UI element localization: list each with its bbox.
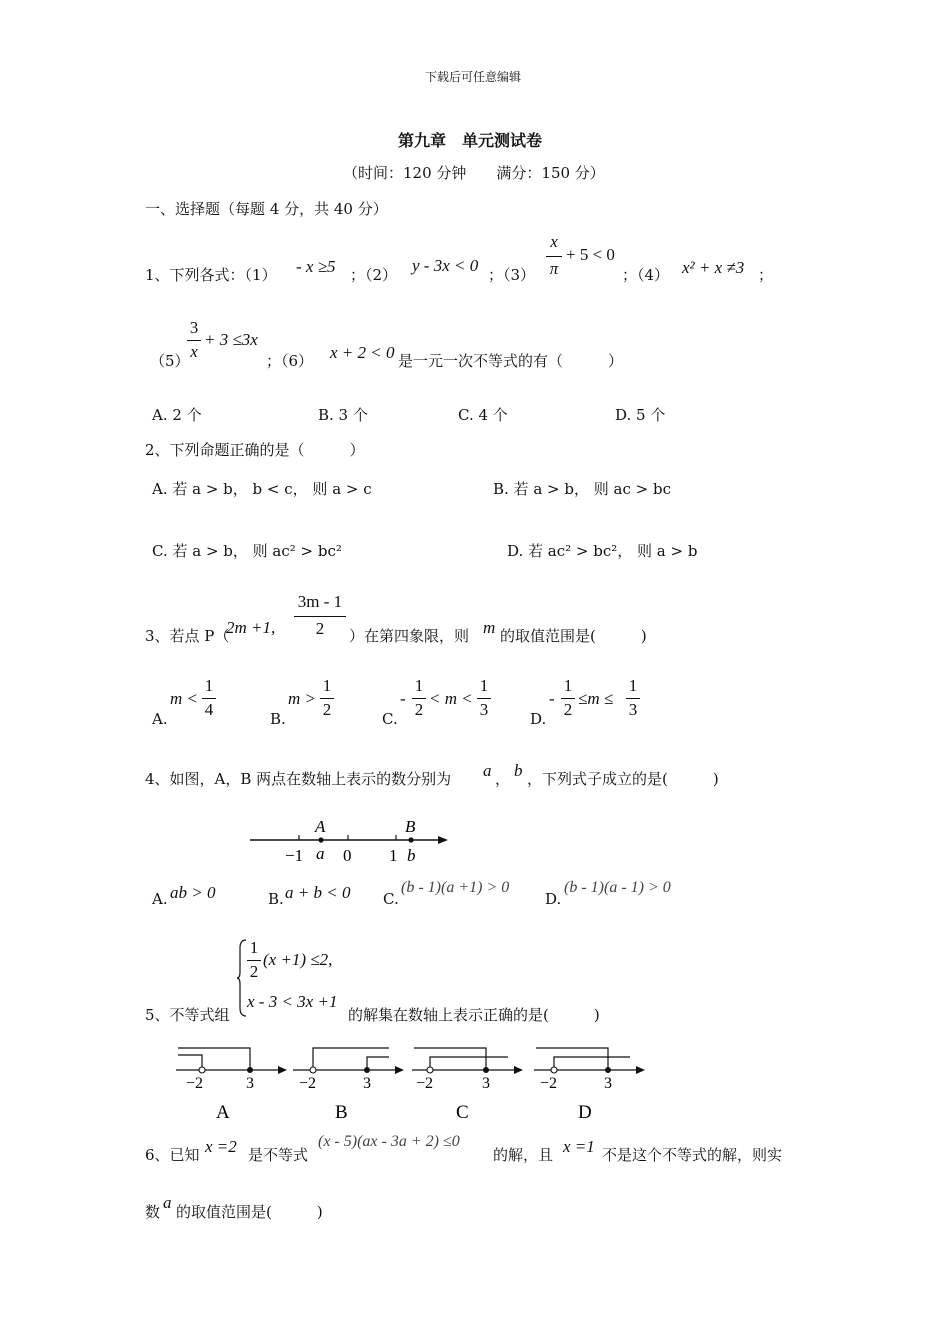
- q3-option-d-pre: -: [549, 689, 555, 708]
- q1-option-d: D. 5 个: [615, 406, 666, 424]
- q6-expr-1: x =2: [205, 1137, 237, 1156]
- q1-expr-5: + 3 ≤3x: [204, 330, 258, 349]
- q3-option-a-num: 1: [204, 676, 214, 695]
- q3-var: m: [483, 618, 496, 637]
- q6-expr-2: (x - 5)(ax - 3a + 2) ≤0: [318, 1133, 460, 1150]
- q3-option-b-expr: m >: [288, 689, 316, 708]
- q6-line2-b: 的取值范围是( ): [176, 1203, 323, 1221]
- q5-axis-a-left: −2: [186, 1075, 204, 1092]
- q6-var: a: [163, 1193, 172, 1212]
- q5-axis-a-label: A: [216, 1102, 230, 1123]
- q1-frac-3-num: x: [550, 232, 558, 251]
- q5-sys-frac-num: 1: [249, 938, 259, 957]
- q3-option-b-label: B.: [270, 710, 286, 728]
- q3-option-c-den-2: 3: [479, 700, 489, 719]
- q3-frac: [294, 592, 346, 642]
- q3-option-c-mid: < m <: [429, 689, 473, 708]
- q1-frac-5: [187, 318, 201, 366]
- q3-option-c-pre: -: [400, 689, 406, 708]
- q5-axis-b-left: −2: [299, 1075, 317, 1092]
- q4-option-c-expr: (b - 1)(a +1) > 0: [401, 879, 510, 896]
- q3-option-c-den-1: 2: [414, 700, 424, 719]
- q4-axis-tick-1: 1: [389, 846, 398, 865]
- q5-stem-a: 5、不等式组: [145, 1006, 230, 1024]
- section-heading: 一、选择题（每题 4 分，共 40 分）: [145, 200, 388, 218]
- q4-axis-tick-0: 0: [343, 846, 352, 865]
- q1-expr-6: x + 2 < 0: [330, 343, 395, 362]
- q3-option-c-num-1: 1: [414, 676, 424, 695]
- q3-option-d-label: D.: [530, 710, 547, 728]
- q4-axis-label-B: B: [405, 817, 416, 836]
- q1-label-4: ；（4）: [622, 266, 670, 284]
- q3-stem-b: ）在第四象限，则: [349, 627, 470, 645]
- q4-option-d-expr: (b - 1)(a - 1) > 0: [564, 879, 671, 896]
- q1-expr-1: - x ≥5: [296, 257, 336, 276]
- q5-axis-d-label: D: [578, 1102, 592, 1123]
- q1-expr-4: x² + x ≠3: [682, 258, 745, 277]
- q4-option-a-expr: ab > 0: [170, 883, 216, 902]
- q3-frac-den: 2: [315, 619, 325, 638]
- q1-label-3: ；（3）: [488, 266, 536, 284]
- q1-tail: 是一元一次不等式的有（ ）: [398, 352, 624, 370]
- q3-stem-a: 3、若点 P（: [145, 627, 230, 645]
- q1-label-6: ；（6）: [266, 352, 314, 370]
- header-note: 下载后可任意编辑: [425, 70, 522, 84]
- q4-axis-tick-a: a: [316, 844, 325, 863]
- q5-stem-b: 的解集在数轴上表示正确的是( ): [348, 1006, 600, 1024]
- q3-frac-num: 3m - 1: [297, 592, 343, 611]
- q1-frac-5-num: 3: [189, 318, 199, 337]
- q1-label-5: （5）: [150, 352, 190, 370]
- q5-axis-d: [530, 1040, 648, 1130]
- q2-stem: 2、下列命题正确的是（ ）: [145, 441, 365, 459]
- q5-sys-line-1: (x +1) ≤2,: [263, 950, 333, 969]
- q4-option-d-label: D.: [545, 890, 562, 908]
- page-title: 第九章 单元测试卷: [398, 131, 543, 150]
- q4-var-b: b: [514, 761, 523, 780]
- q3-option-d-frac-1: [561, 676, 575, 724]
- q3-option-b-den: 2: [322, 700, 332, 719]
- q6-stem-b: 是不等式: [248, 1146, 309, 1164]
- q4-comma: ，: [495, 770, 511, 788]
- q3-option-d-den-2: 3: [628, 700, 638, 719]
- q3-option-c-num-2: 1: [479, 676, 489, 695]
- q3-expr-1: 2m +1,: [226, 618, 276, 637]
- q4-axis-tick-b: b: [407, 846, 416, 865]
- q4-axis-tick-m1: −1: [285, 846, 304, 865]
- page-subtitle: （时间：120 分钟 满分：150 分）: [343, 164, 605, 182]
- q6-line2-a: 数: [145, 1203, 161, 1221]
- q3-option-a-label: A.: [152, 710, 168, 728]
- q1-option-c: C. 4 个: [458, 406, 508, 424]
- q3-stem-c: 的取值范围是( ): [500, 627, 647, 645]
- q4-number-line: [245, 812, 455, 868]
- q3-option-d-mid: ≤m ≤: [578, 689, 614, 708]
- q5-sys-frac-den: 2: [249, 962, 259, 981]
- q3-option-a-den: 4: [204, 700, 214, 719]
- q1-frac-3-den: π: [549, 259, 559, 278]
- q4-stem-b: ，下列式子成立的是( ): [527, 770, 719, 788]
- q1-expr-3: + 5 < 0: [566, 245, 615, 264]
- q5-axis-c: [408, 1040, 526, 1130]
- q3-option-d-den-1: 2: [563, 700, 573, 719]
- q5-axis-c-label: C: [456, 1102, 469, 1123]
- q5-axis-b-label: B: [335, 1102, 348, 1123]
- q4-option-c-label: C.: [383, 890, 399, 908]
- q3-option-d-frac-2: [626, 676, 640, 724]
- q1-stem: 1、下列各式：（1）: [145, 266, 277, 284]
- q1-label-2: ；（2）: [350, 266, 398, 284]
- q3-option-b-frac: [320, 676, 334, 724]
- q5-axis-d-left: −2: [540, 1075, 558, 1092]
- q5-sys-frac: [247, 938, 261, 986]
- q5-axis-c-right: 3: [482, 1075, 490, 1092]
- q1-option-b: B. 3 个: [318, 406, 368, 424]
- q3-option-d-num-1: 1: [563, 676, 573, 695]
- q3-option-a-expr: m <: [170, 689, 198, 708]
- q3-option-b-num: 1: [322, 676, 332, 695]
- q5-axis-d-right: 3: [604, 1075, 612, 1092]
- q2-option-c: C. 若 a > b， 则 ac² > bc²: [152, 542, 342, 560]
- q3-option-c-label: C.: [382, 710, 398, 728]
- q2-option-d: D. 若 ac² > bc²， 则 a > b: [507, 542, 698, 560]
- q6-stem-a: 6、已知: [145, 1146, 200, 1164]
- q4-option-a-label: A.: [152, 890, 168, 908]
- q5-axis-c-left: −2: [416, 1075, 434, 1092]
- q6-stem-d: 不是这个不等式的解，则实: [602, 1146, 783, 1164]
- q4-axis-label-A: A: [315, 817, 326, 836]
- q1-frac-5-den: x: [190, 342, 198, 361]
- q5-axis-a-right: 3: [246, 1075, 254, 1092]
- q3-option-a-frac: [202, 676, 216, 724]
- q6-stem-c: 的解，且: [493, 1146, 554, 1164]
- q5-sys-line-2: x - 3 < 3x +1: [247, 992, 338, 1011]
- q4-option-b-label: B.: [268, 890, 284, 908]
- q1-end-4: ；: [758, 266, 774, 284]
- q1-expr-2: y - 3x < 0: [412, 256, 479, 275]
- q4-option-b-expr: a + b < 0: [285, 883, 351, 902]
- q1-option-a: A. 2 个: [152, 406, 202, 424]
- q5-axis-b-right: 3: [363, 1075, 371, 1092]
- q5-axis-a: [172, 1040, 290, 1130]
- q6-expr-3: x =1: [563, 1137, 595, 1156]
- q3-option-c-frac-2: [477, 676, 491, 724]
- q4-stem-a: 4、如图，A，B 两点在数轴上表示的数分别为: [145, 770, 452, 788]
- q1-frac-3: [546, 232, 562, 284]
- q3-option-d-num-2: 1: [628, 676, 638, 695]
- q4-var-a: a: [483, 761, 492, 780]
- q5-axis-b: [289, 1040, 407, 1130]
- q2-option-b: B. 若 a > b， 则 ac > bc: [493, 480, 671, 498]
- q3-option-c-frac-1: [412, 676, 426, 724]
- q2-option-a: A. 若 a > b， b < c， 则 a > c: [152, 480, 372, 498]
